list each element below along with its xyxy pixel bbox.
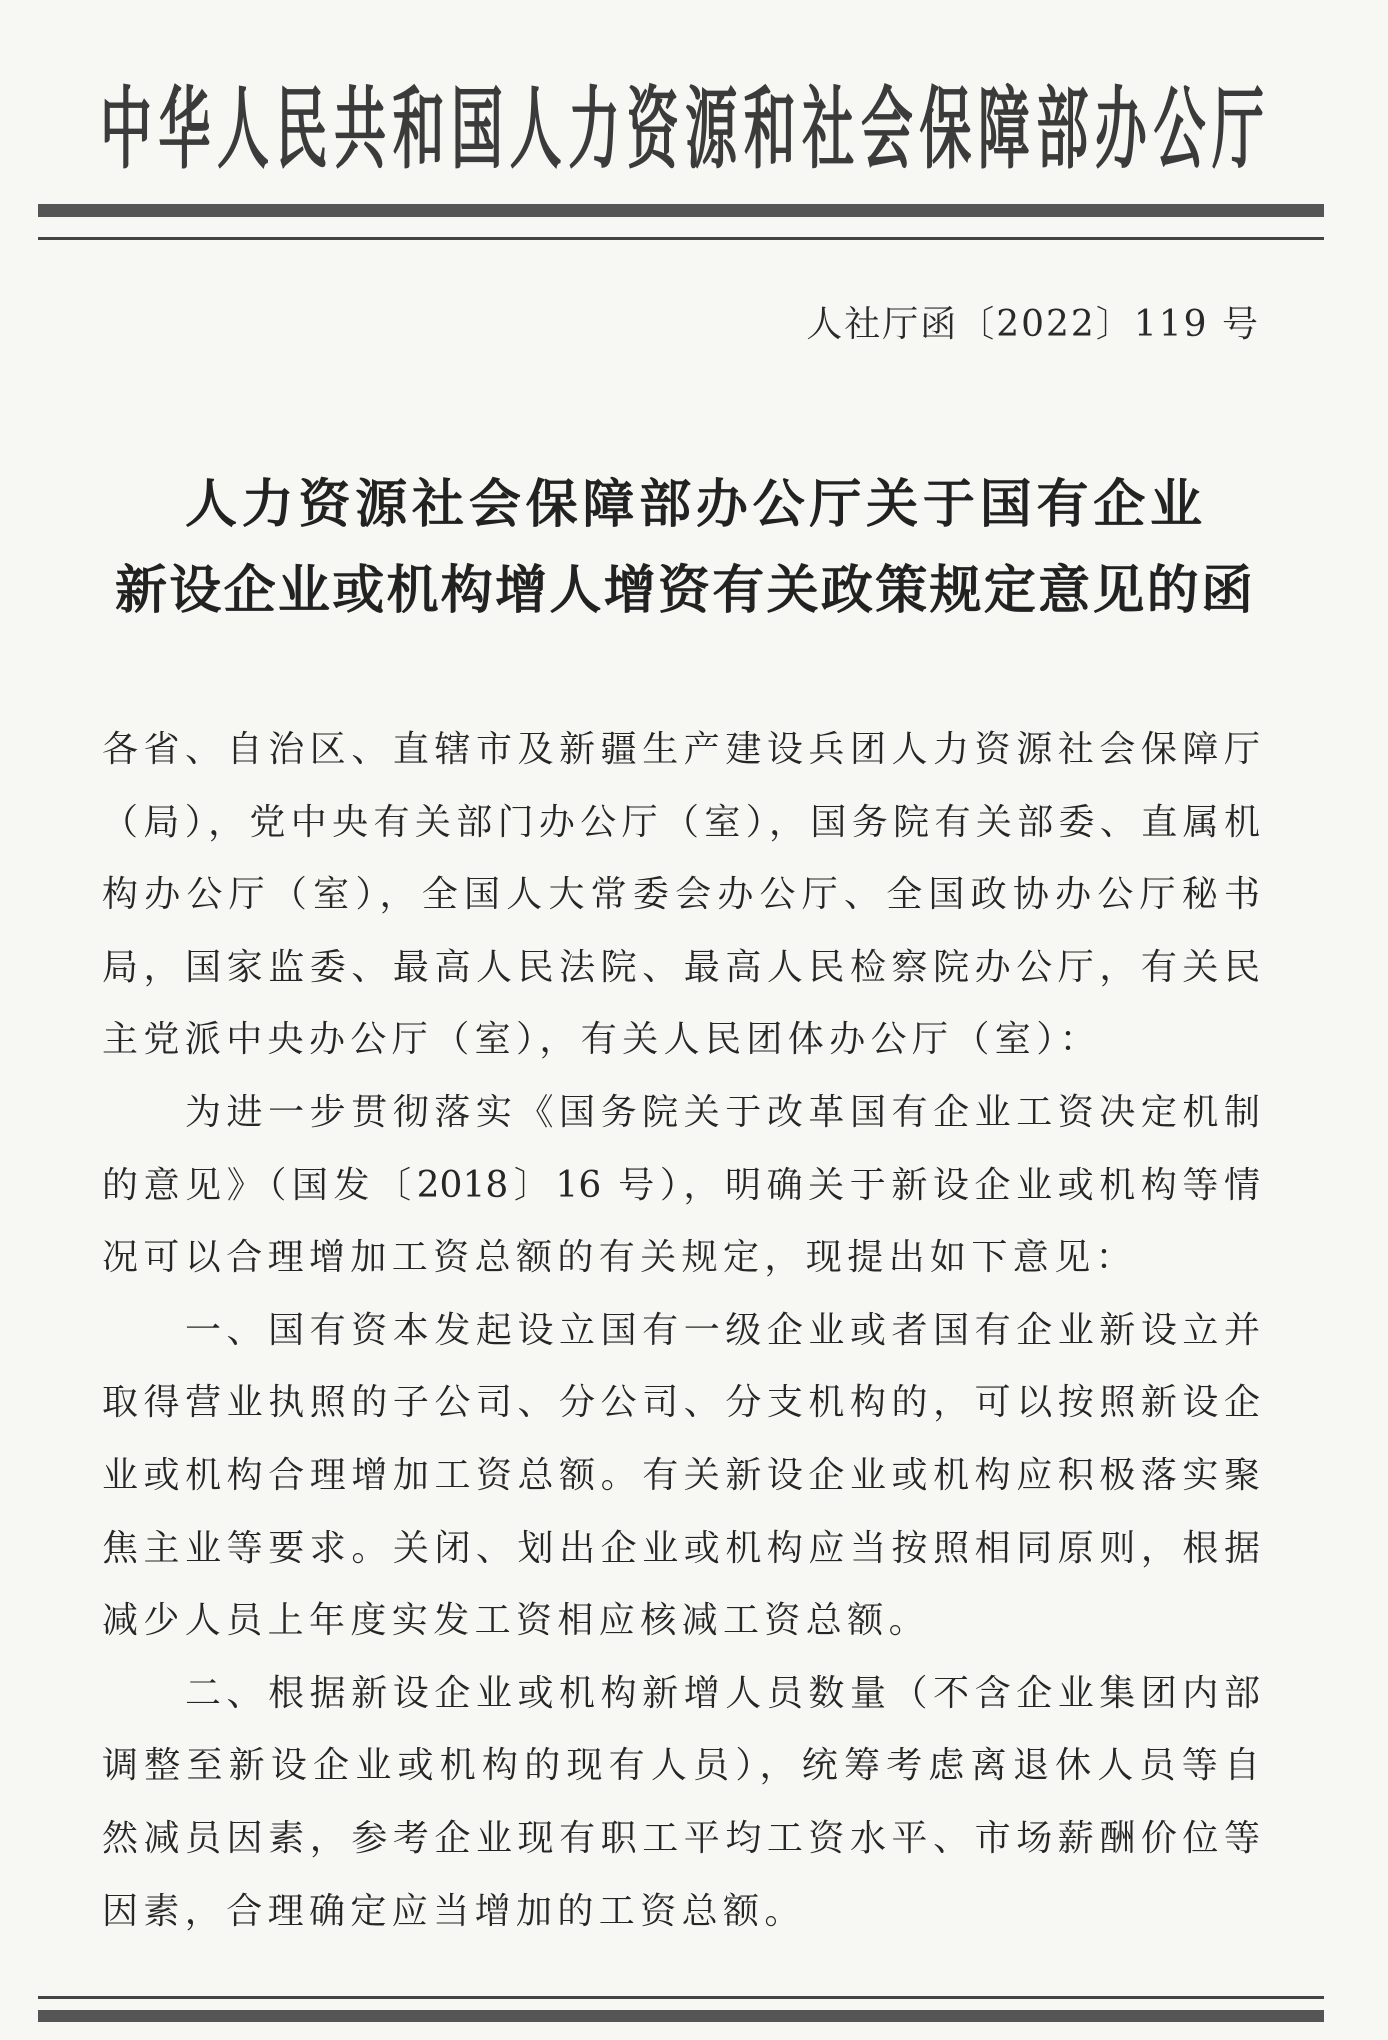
paragraph-line: 调整至新设企业或机构的现有人员），统筹考虑离退休人员等自 [102, 1745, 1260, 1786]
footer-rule-thin [38, 1996, 1324, 1999]
footer-rule-thick [38, 2010, 1324, 2022]
paragraph-line: 一、国有资本发起设立国有一级企业或者国有企业新设立并 [185, 1310, 1260, 1351]
paragraph-line: 因素，合理确定应当增加的工资总额。 [102, 1891, 806, 1932]
addressee-line: 主党派中央办公厅（室），有关人民团体办公厅（室）： [102, 1019, 1102, 1060]
addressee-line: （局），党中央有关部门办公厅（室），国务院有关部委、直属机 [102, 802, 1260, 843]
addressee-line: 局，国家监委、最高人民法院、最高人民检察院办公厅，有关民 [102, 947, 1260, 988]
addressee-line: 各省、自治区、直辖市及新疆生产建设兵团人力资源社会保障厅 [102, 729, 1260, 770]
paragraph-line: 业或机构合理增加工资总额。有关新设企业或机构应积极落实聚 [102, 1455, 1260, 1496]
paragraph-line: 取得营业执照的子公司、分公司、分支机构的，可以按照新设企 [102, 1382, 1260, 1423]
document-title-line-1: 人力资源社会保障部办公厅关于国有企业 [185, 474, 1202, 535]
paragraph-line: 焦主业等要求。关闭、划出企业或机构应当按照相同原则，根据 [102, 1528, 1260, 1569]
paragraph-line: 二、根据新设企业或机构新增人员数量（不含企业集团内部 [185, 1673, 1260, 1714]
paragraph-line: 为进一步贯彻落实《国务院关于改革国有企业工资决定机制 [185, 1092, 1260, 1133]
paragraph-line: 的意见》（国发〔2018〕16 号），明确关于新设企业或机构等情 [102, 1165, 1260, 1206]
addressee-line: 构办公厅（室），全国人大常委会办公厅、全国政协办公厅秘书 [102, 874, 1260, 915]
paragraph-line: 然减员因素，参考企业现有职工平均工资水平、市场薪酬价位等 [102, 1818, 1260, 1859]
document-number: 人社厅函〔2022〕119 号 [806, 304, 1260, 345]
document-title-line-2: 新设企业或机构增人增资有关政策规定意见的函 [115, 560, 1253, 621]
letterhead-org-name: 中华人民共和国人力资源和社会保障部办公厅 [100, 77, 1264, 183]
paragraph-line: 减少人员上年度实发工资相应核减工资总额。 [102, 1600, 931, 1641]
paragraph-line: 况可以合理增加工资总额的有关规定，现提出如下意见： [102, 1237, 1138, 1278]
letterhead-rule-thick [38, 204, 1324, 217]
letterhead-rule-thin [38, 237, 1324, 240]
